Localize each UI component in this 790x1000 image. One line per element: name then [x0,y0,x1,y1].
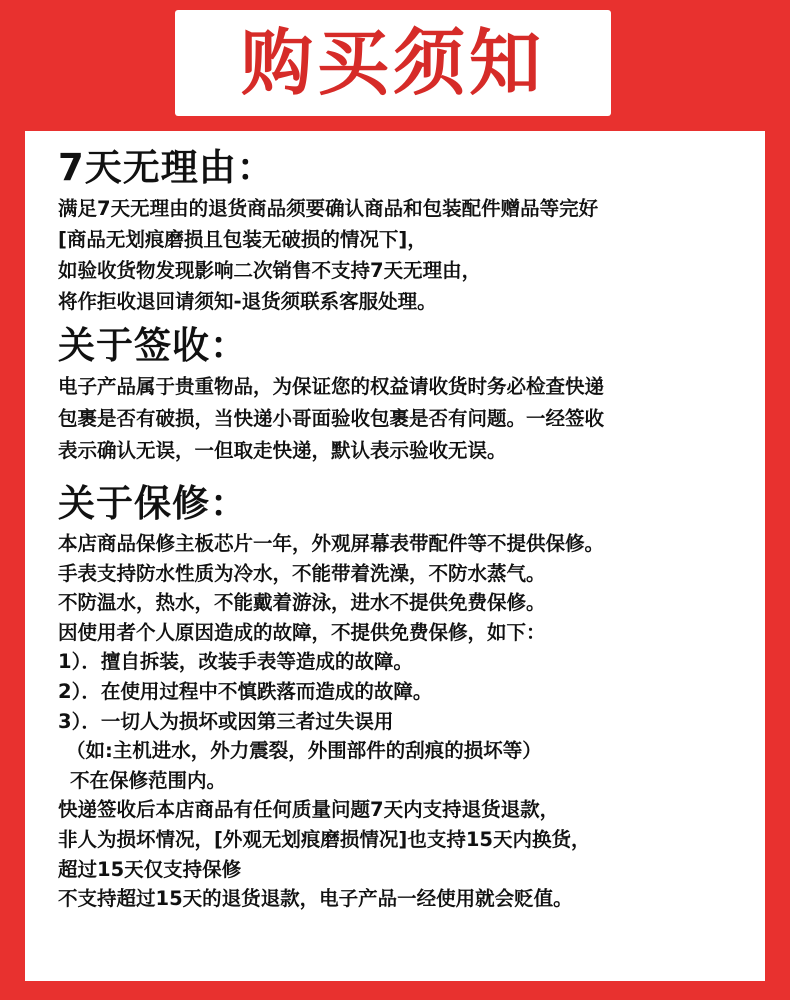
text-line: 表示确认无误，一但取走快递，默认表示验收无误。 [58,439,507,462]
text-line: 电子产品属于贵重物品，为保证您的权益请收货时务必检查快递 [58,375,605,398]
text-line: [商品无划痕磨损且包装无破损的情况下]， [58,228,427,251]
section-warranty [58,479,765,914]
section-heading: 7天无理由： [58,146,275,189]
list-item: 1）．擅自拆装，改装手表等造成的故障。 [58,650,413,674]
text-line: 超过15天仅支持保修 [58,857,242,881]
text-line: 非人为损坏情况，[外观无划痕磨损情况]也支持15天内换货， [58,827,591,851]
text-line: 手表支持防水性质为冷水，不能带着洗澡，不防水蒸气。 [58,561,546,585]
text-line: 不在保修范围内。 [70,768,227,792]
text-line: 不防温水，热水，不能戴着游泳，进水不提供免费保修。 [58,591,546,615]
page-title: 购买须知 [240,21,545,105]
text-line: 因使用者个人原因造成的故障，不提供免费保修，如下： [58,620,546,644]
section-heading: 关于签收： [58,324,248,367]
text-line: 如验收货物发现影响二次销售不支持7天无理由， [58,259,482,282]
section-signing [58,321,765,467]
text-line: （如:主机进水，外力震裂，外围部件的刮痕的损坏等） [66,739,542,763]
text-line: 本店商品保修主板芯片一年，外观屏幕表带配件等不提供保修。 [58,532,605,555]
text-line: 满足7天无理由的退货商品须要确认商品和包装配件赠品等完好 [58,197,599,220]
title-banner [175,10,611,116]
text-line: 快递签收后本店商品有任何质量问题7天内支持退货退款， [58,798,560,822]
notice-panel [25,131,765,981]
text-line: 包裹是否有破损，当快递小哥面验收包裹是否有问题。一经签收 [58,407,605,430]
text-line: 不支持超过15天的退货退款，电子产品一经使用就会贬值。 [58,887,573,911]
section-heading: 关于保修： [58,482,248,525]
section-seven-day-return [58,143,765,317]
list-item: 2）．在使用过程中不慎跌落而造成的故障。 [58,679,433,703]
list-item: 3）．一切人为损坏或因第三者过失误用 [58,709,394,733]
text-line: 将作拒收退回请须知-退货须联系客服处理。 [58,290,437,313]
